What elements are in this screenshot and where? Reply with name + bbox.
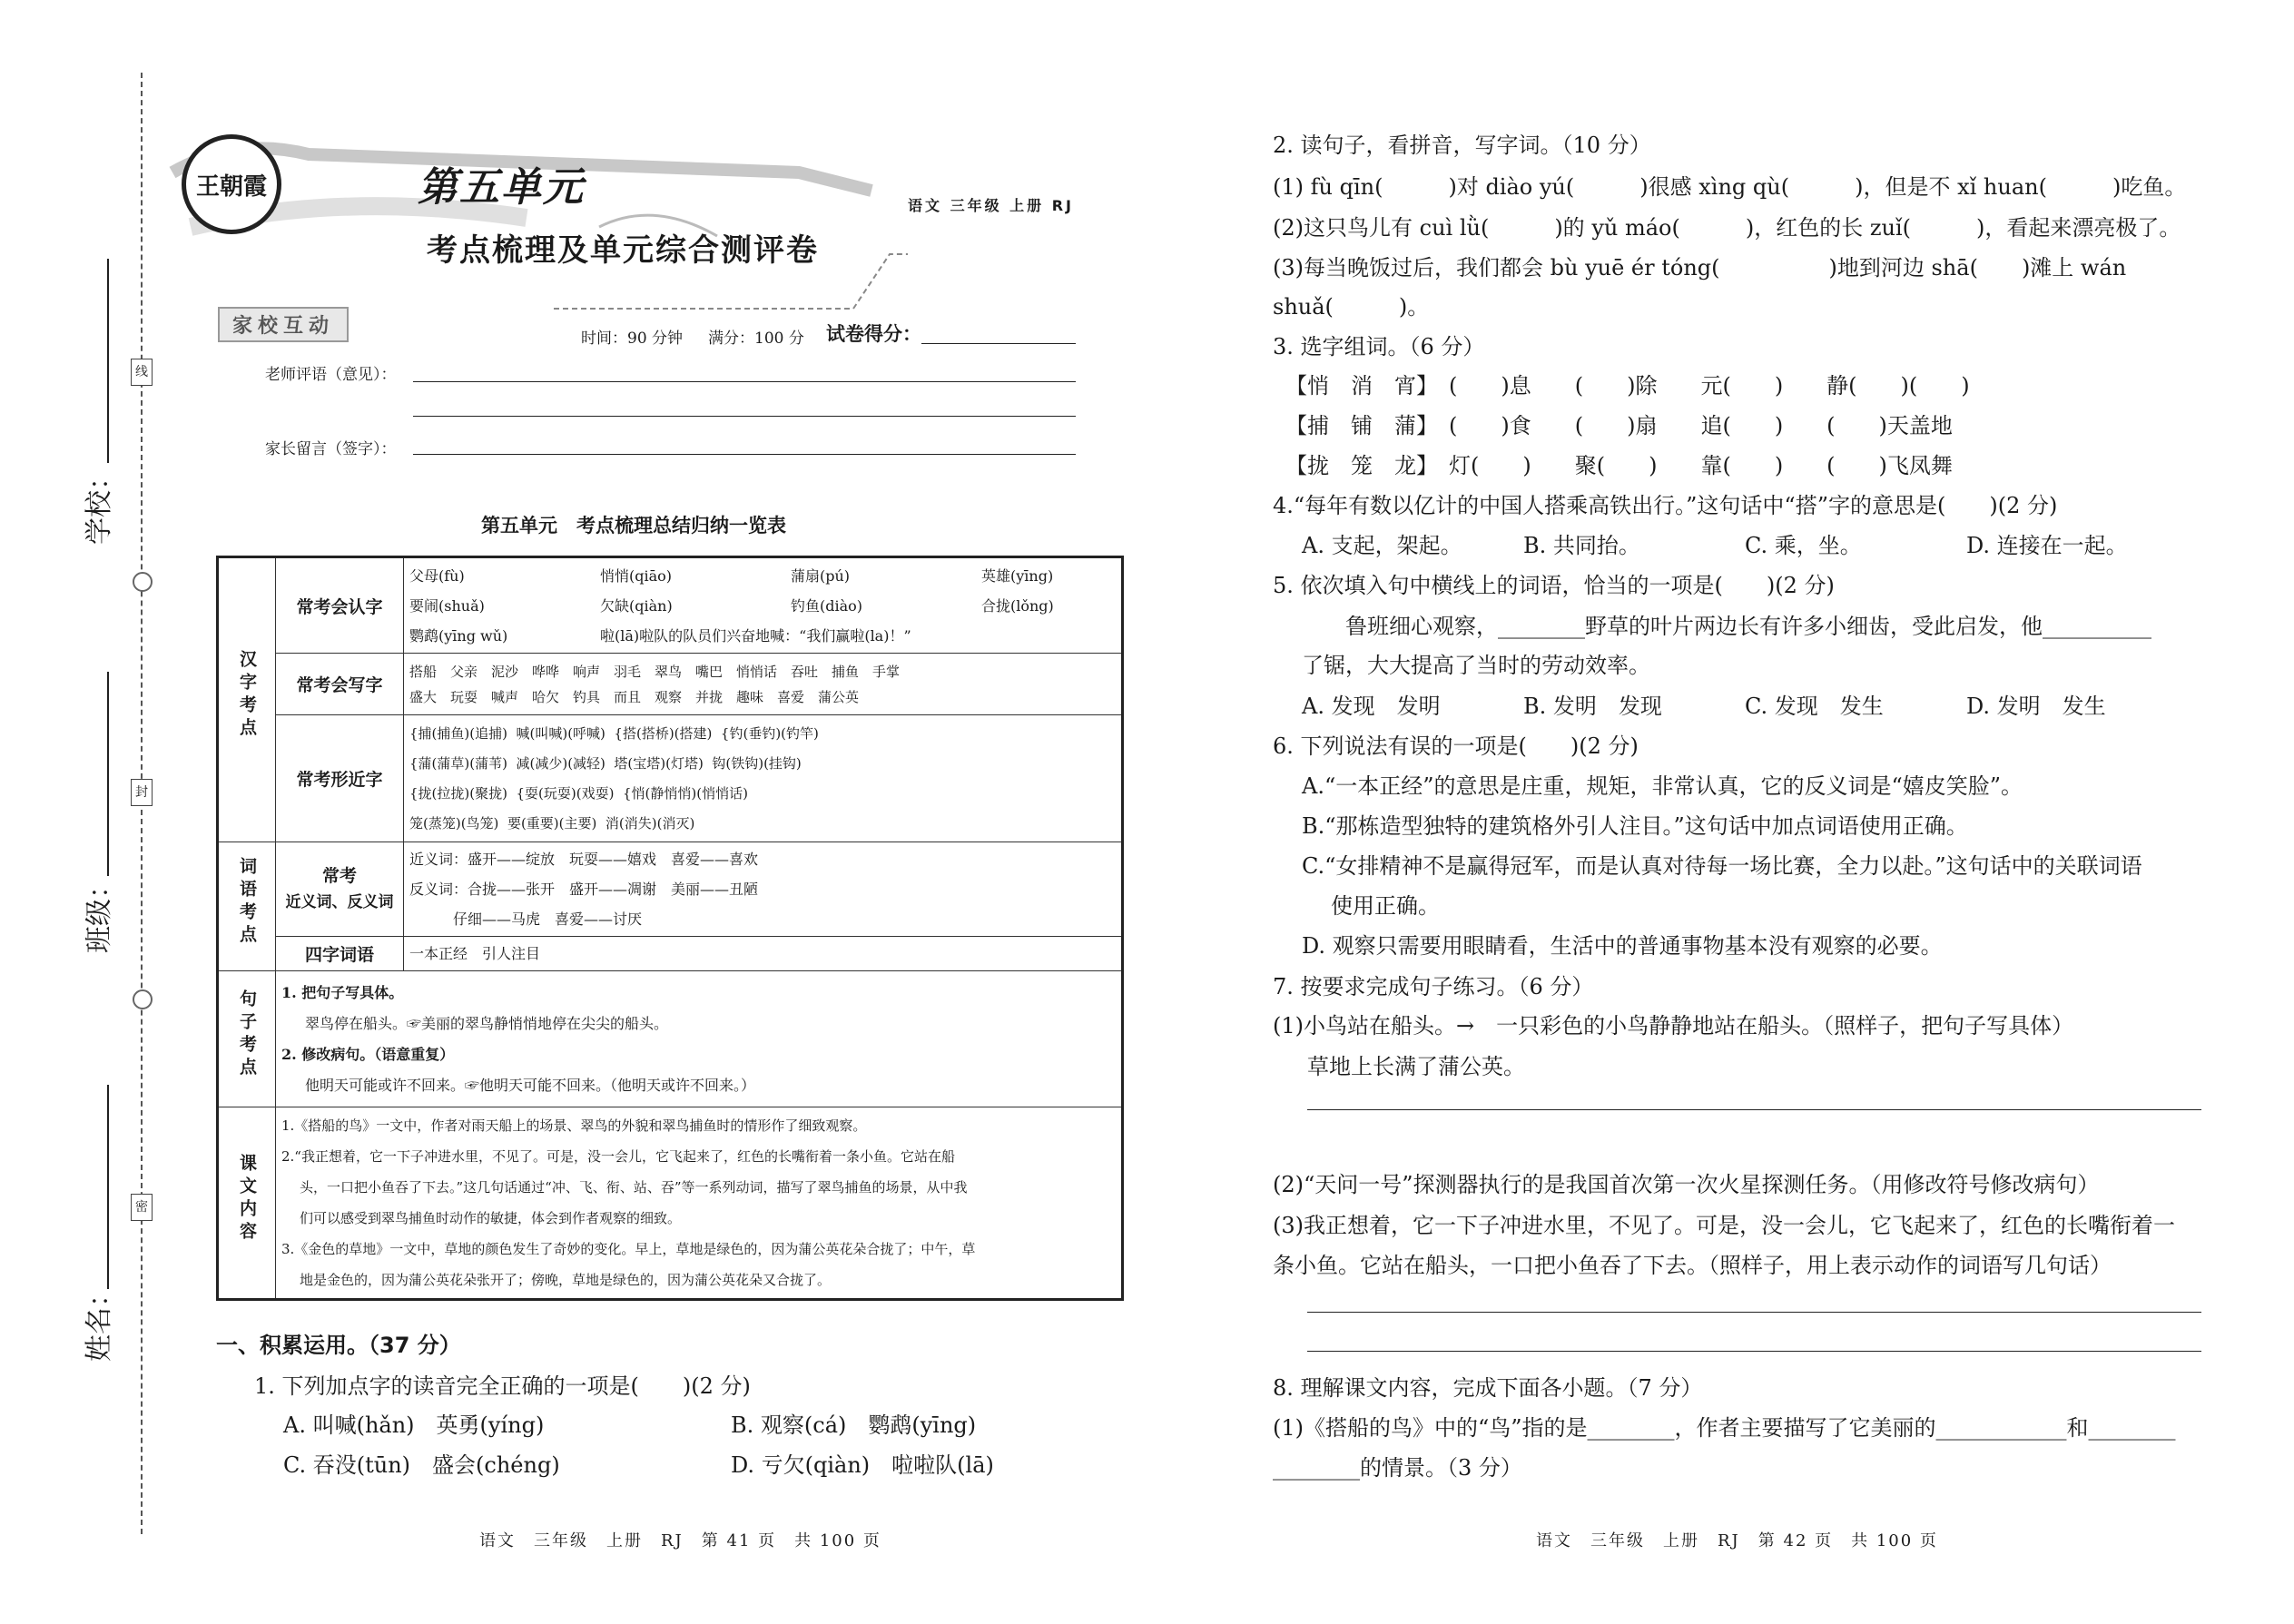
juzi-line-1: 1. 把句子写具体。 (281, 983, 404, 1001)
summary-title: 第五单元 考点梳理总结归纳一览表 (481, 515, 786, 536)
q3-row-2[interactable]: 【捕 铺 蒲】 ( )食 ( )扇 追( ) ( )天盖地 (1285, 413, 1953, 438)
q7-stem: 7. 按要求完成句子练习。（6 分） (1273, 974, 1594, 999)
q4-stem: 4.“每年有数以亿计的中国人搭乘高铁出行。”这句话中“搭”字的意思是( )(2 分) (1273, 493, 2058, 518)
xingjin-cell (404, 715, 1123, 842)
sub-jinfan-line2: 近义词、反义词 (285, 893, 394, 911)
q4-option-c[interactable]: C. 乘，坐。 (1745, 533, 1862, 558)
q5-option-b[interactable]: B. 发明 发现 (1523, 694, 1662, 719)
sub-xingjin: 常考形近字 (276, 715, 404, 842)
score-total: 满分：100 分 (708, 330, 804, 348)
xiezi-row-1: 搭船 父亲 泥沙 哗哗 响声 羽毛 翠鸟 嘴巴 悄悄话 吞吐 捕鱼 手掌 (409, 663, 901, 680)
sub-renzi: 常考会认字 (276, 557, 404, 654)
exam-title: 考点梳理及单元综合测评卷 (427, 232, 819, 269)
q2-item-1[interactable]: (1) fù qīn( )对 diào yú( )很感 xìng qù( )，但是不 xǐ huan( )吃鱼。 (1273, 174, 2187, 200)
renzi-item: 悄悄(qiāo) (600, 566, 673, 585)
section-heading: 一、积累运用。（37 分） (216, 1333, 461, 1358)
renzi-item: 鹦鹉(yīng wǔ) (409, 626, 508, 645)
q5-option-a[interactable]: A. 发现 发明 (1302, 694, 1441, 719)
cat-kewen (218, 1107, 276, 1300)
name-label: 姓名： (84, 1280, 115, 1362)
subject-tag: 语文 三年级 上册 RJ (908, 197, 1074, 214)
renzi-item: 啦(lā)啦队的队员们兴奋地喊：“我们赢啦(la)！” (600, 626, 911, 645)
renzi-cell (404, 557, 1123, 654)
q5-stem: 5. 依次填入句中横线上的词语，恰当的一项是( )(2 分) (1273, 573, 1835, 598)
binding-mark-fold: 线 (131, 359, 153, 386)
kewen-line-6: 地是金色的，因为蒲公英花朵张开了；傍晚，草地是绿色的，因为蒲公英花朵又合拢了。 (300, 1272, 832, 1288)
school-field-line[interactable] (107, 259, 109, 463)
fanyi-row-2: 仔细——马虎 喜爱——讨厌 (453, 910, 643, 928)
q6-option-b[interactable]: B.“那栋造型独特的建筑格外引人注目。”这句话中加点词语使用正确。 (1302, 813, 1968, 839)
q1-option-b[interactable]: B. 观察(cá) 鹦鹉(yīng) (731, 1412, 977, 1438)
sub-xiezi: 常考会写字 (276, 654, 404, 715)
q8-item-1-line-1[interactable]: (1)《搭船的鸟》中的“鸟”指的是________，作者主要描写了它美丽的____________和________ (1273, 1415, 2176, 1441)
juzi-cell (276, 971, 1123, 1107)
cat-hanzi (218, 557, 276, 842)
score-input[interactable] (921, 343, 1076, 344)
kewen-line-1: 1.《搭船的鸟》一文中，作者对雨天船上的场景、翠鸟的外貌和翠鸟捕鱼时的情形作了细致观察。 (281, 1117, 867, 1134)
renzi-item: 父母(fù) (409, 566, 465, 585)
cat-juzi-label: 句子考点 (237, 989, 257, 1080)
teacher-comment-label: 老师评语（意见）： (265, 366, 397, 384)
q5-sentence-2: 了锯，大大提高了当时的劳动效率。 (1302, 653, 1650, 678)
q5-option-c[interactable]: C. 发现 发生 (1745, 694, 1884, 719)
q2-stem: 2. 读句子，看拼音，写字词。（10 分） (1273, 133, 1651, 158)
q7-3-answer-line-1[interactable] (1307, 1312, 2201, 1313)
footer-right: 语文 三年级 上册 RJ 第 42 页 共 100 页 (1536, 1531, 1938, 1550)
q2-item-3[interactable]: (3)每当晚饭过后，我们都会 bù yuē ér tóng( )地到河边 shā( )滩上 wán (1273, 255, 2127, 281)
sizi-cell: 一本正经 引人注目 (404, 937, 1123, 971)
q3-stem: 3. 选字组词。（6 分） (1273, 334, 1485, 359)
q7-1-answer-line[interactable] (1307, 1109, 2201, 1110)
sub-sizi: 四字词语 (276, 937, 404, 971)
xingjin-row-3: {拢(拉拢)(聚拢) {耍(玩耍)(戏耍) {悄(静悄悄)(悄悄话) (409, 784, 748, 802)
logo-text: 王朝霞 (195, 173, 267, 201)
juzi-line-2: 翠鸟停在船头。☞美丽的翠鸟静悄悄地停在尖尖的船头。 (305, 1014, 669, 1032)
q5-option-d[interactable]: D. 发明 发生 (1966, 694, 2106, 719)
teacher-comment-input[interactable] (413, 381, 1076, 382)
q7-item-1-prompt: 草地上长满了蒲公英。 (1307, 1054, 1525, 1079)
xingjin-row-4: 笼(蒸笼)(鸟笼) 要(重要)(主要) 消(消失)(消灭) (409, 814, 695, 832)
q8-item-1-line-2[interactable]: ________的情景。（3 分） (1273, 1455, 1522, 1481)
q2-item-3-cont[interactable]: shuǎ( )。 (1273, 294, 1430, 320)
xingjin-row-1: {捕(捕鱼)(追捕) 喊(叫喊)(呼喊) {搭(搭桥)(搭建) {钓(垂钓)(钓竿) (409, 724, 819, 742)
renzi-item: 蒲扇(pú) (791, 566, 851, 585)
teacher-comment-input-2[interactable] (413, 416, 1076, 417)
school-label: 学校： (84, 463, 115, 545)
jinyi-row: 近义词：盛开——绽放 玩耍——嬉戏 喜爱——喜欢 (409, 851, 759, 868)
q4-option-d[interactable]: D. 连接在一起。 (1966, 533, 2128, 558)
cat-juzi (218, 971, 276, 1107)
kewen-cell (276, 1107, 1123, 1300)
home-school-label: 家校互动 (232, 315, 335, 338)
cat-ciyu (218, 842, 276, 971)
q7-3-answer-line-2[interactable] (1307, 1351, 2201, 1352)
q6-option-c[interactable]: C.“女排精神不是赢得冠军，而是认真对待每一场比赛，全力以赴。”这句话中的关联词语 (1302, 853, 2142, 879)
q4-option-b[interactable]: B. 共同抬。 (1523, 533, 1640, 558)
logo-seal (182, 134, 281, 234)
q8-stem: 8. 理解课文内容，完成下面各小题。（7 分） (1273, 1375, 1703, 1401)
binding-mark-seal: 封 (131, 779, 153, 806)
binding-hole (133, 572, 153, 592)
summary-table (216, 556, 1124, 1301)
footer-left: 语文 三年级 上册 RJ 第 41 页 共 100 页 (479, 1531, 881, 1550)
xingjin-row-2: {蒲(蒲草)(蒲苇) 减(减少)(减轻) 塔(宝塔)(灯塔) 钩(铁钩)(挂钩) (409, 754, 802, 772)
kewen-line-3: 头，一口把小鱼吞了下去。”这几句话通过“冲、飞、衔、站、吞”等一系列动词，描写了翠鸟捕鱼的场景，从中我 (300, 1179, 968, 1196)
home-school-banner (218, 307, 349, 342)
q7-item-3-line-1: (3)我正想着，它一下子冲进水里，不见了。可是，没一会儿，它飞起来了，红色的长嘴衔着一 (1273, 1213, 2175, 1238)
renzi-item: 合拢(lǒng) (981, 596, 1054, 615)
unit-title: 第五单元 (418, 164, 585, 211)
q6-option-a[interactable]: A.“一本正经”的意思是庄重，规矩，非常认真，它的反义词是“嬉皮笑脸”。 (1302, 773, 2023, 799)
kewen-line-2: 2.“我正想着，它一下子冲进水里，不见了。可是，没一会儿，它飞起来了，红色的长嘴衔着一条小鱼。它站在船 (281, 1148, 955, 1165)
q6-stem: 6. 下列说法有误的一项是( )(2 分) (1273, 733, 1639, 759)
renzi-item: 钓鱼(diào) (791, 596, 863, 615)
q3-row-1[interactable]: 【悄 消 宵】 ( )息 ( )除 元( ) 静( )( ) (1285, 373, 1970, 399)
binding-mark-dense: 密 (131, 1194, 153, 1221)
xiezi-row-2: 盛大 玩耍 喊声 哈欠 钓具 而且 观察 并拢 趣味 喜爱 蒲公英 (409, 688, 860, 705)
q3-row-3[interactable]: 【拢 笼 龙】 灯( ) 聚( ) 靠( ) ( )飞凤舞 (1285, 453, 1953, 478)
q7-item-1: (1)小鸟站在船头。→ 一只彩色的小鸟静静地站在船头。（照样子，把句子写具体） (1273, 1013, 2074, 1038)
kewen-line-4: 们可以感受到翠鸟捕鱼时动作的敏捷，体会到作者观察的细致。 (300, 1210, 682, 1226)
fanyi-row-1: 反义词：合拢——张开 盛开——凋谢 美丽——丑陋 (409, 881, 759, 898)
renzi-item: 欠缺(qiàn) (600, 596, 673, 615)
cat-kewen-label: 课文内容 (237, 1153, 257, 1245)
sub-jinfan-line1: 常考 (321, 866, 357, 886)
renzi-item: 要闹(shuǎ) (409, 596, 485, 615)
name-field-line[interactable] (107, 1085, 109, 1289)
q2-item-2[interactable]: (2)这只鸟儿有 cuì lǜ( )的 yǔ máo( )，红色的长 zuǐ( )，看起来漂亮极了。 (1273, 215, 2181, 241)
class-label: 班级： (84, 871, 115, 953)
xiezi-cell (404, 654, 1123, 715)
score-label: 试卷得分： (826, 323, 921, 345)
juzi-line-4: 他明天可能或许不回来。☞他明天可能不回来。（他明天或许不回来。） (305, 1076, 756, 1094)
q1-stem: 1. 下列加点字的读音完全正确的一项是( )(2 分) (254, 1373, 751, 1399)
class-field-line[interactable] (107, 672, 109, 876)
kewen-line-5: 3.《金色的草地》一文中，草地的颜色发生了奇妙的变化。早上，草地是绿色的，因为蒲公英花朵合拢了；中午，草 (281, 1241, 976, 1257)
cat-ciyu-label: 词语考点 (237, 857, 257, 948)
q1-option-a[interactable]: A. 叫喊(hǎn) 英勇(yíng) (283, 1412, 545, 1438)
parent-comment-label: 家长留言（签字）： (265, 440, 397, 458)
sub-jinfan (276, 842, 404, 937)
cat-hanzi-label: 汉字考点 (237, 649, 257, 741)
q6-option-d[interactable]: D. 观察只需要用眼睛看，生活中的普通事物基本没有观察的必要。 (1302, 933, 1943, 959)
binding-hole (133, 989, 153, 1009)
q1-option-d[interactable]: D. 亏欠(qiàn) 啦啦队(lā) (731, 1452, 994, 1478)
juzi-line-3: 2. 修改病句。（语意重复） (281, 1045, 455, 1063)
renzi-item: 英雄(yīng) (981, 566, 1054, 585)
q6-option-c-cont: 使用正确。 (1331, 893, 1440, 919)
q7-item-2: (2)“天问一号”探测器执行的是我国首次第一次火星探测任务。（用修改符号修改病句） (1273, 1172, 2100, 1197)
q4-option-a[interactable]: A. 支起，架起。 (1302, 533, 1462, 558)
q5-sentence-1: 鲁班细心观察，________野草的叶片两边长有许多小细齿，受此启发，他__________ (1345, 614, 2151, 639)
q7-item-3-line-2: 条小鱼。它站在船头，一口把小鱼吞了下去。（照样子，用上表示动作的词语写几句话） (1273, 1253, 2112, 1278)
parent-comment-input[interactable] (413, 454, 1076, 455)
jinfan-cell (404, 842, 1123, 937)
time-label: 时间：90 分钟 (581, 330, 684, 348)
q1-option-c[interactable]: C. 吞没(tūn) 盛会(chéng) (283, 1452, 560, 1478)
